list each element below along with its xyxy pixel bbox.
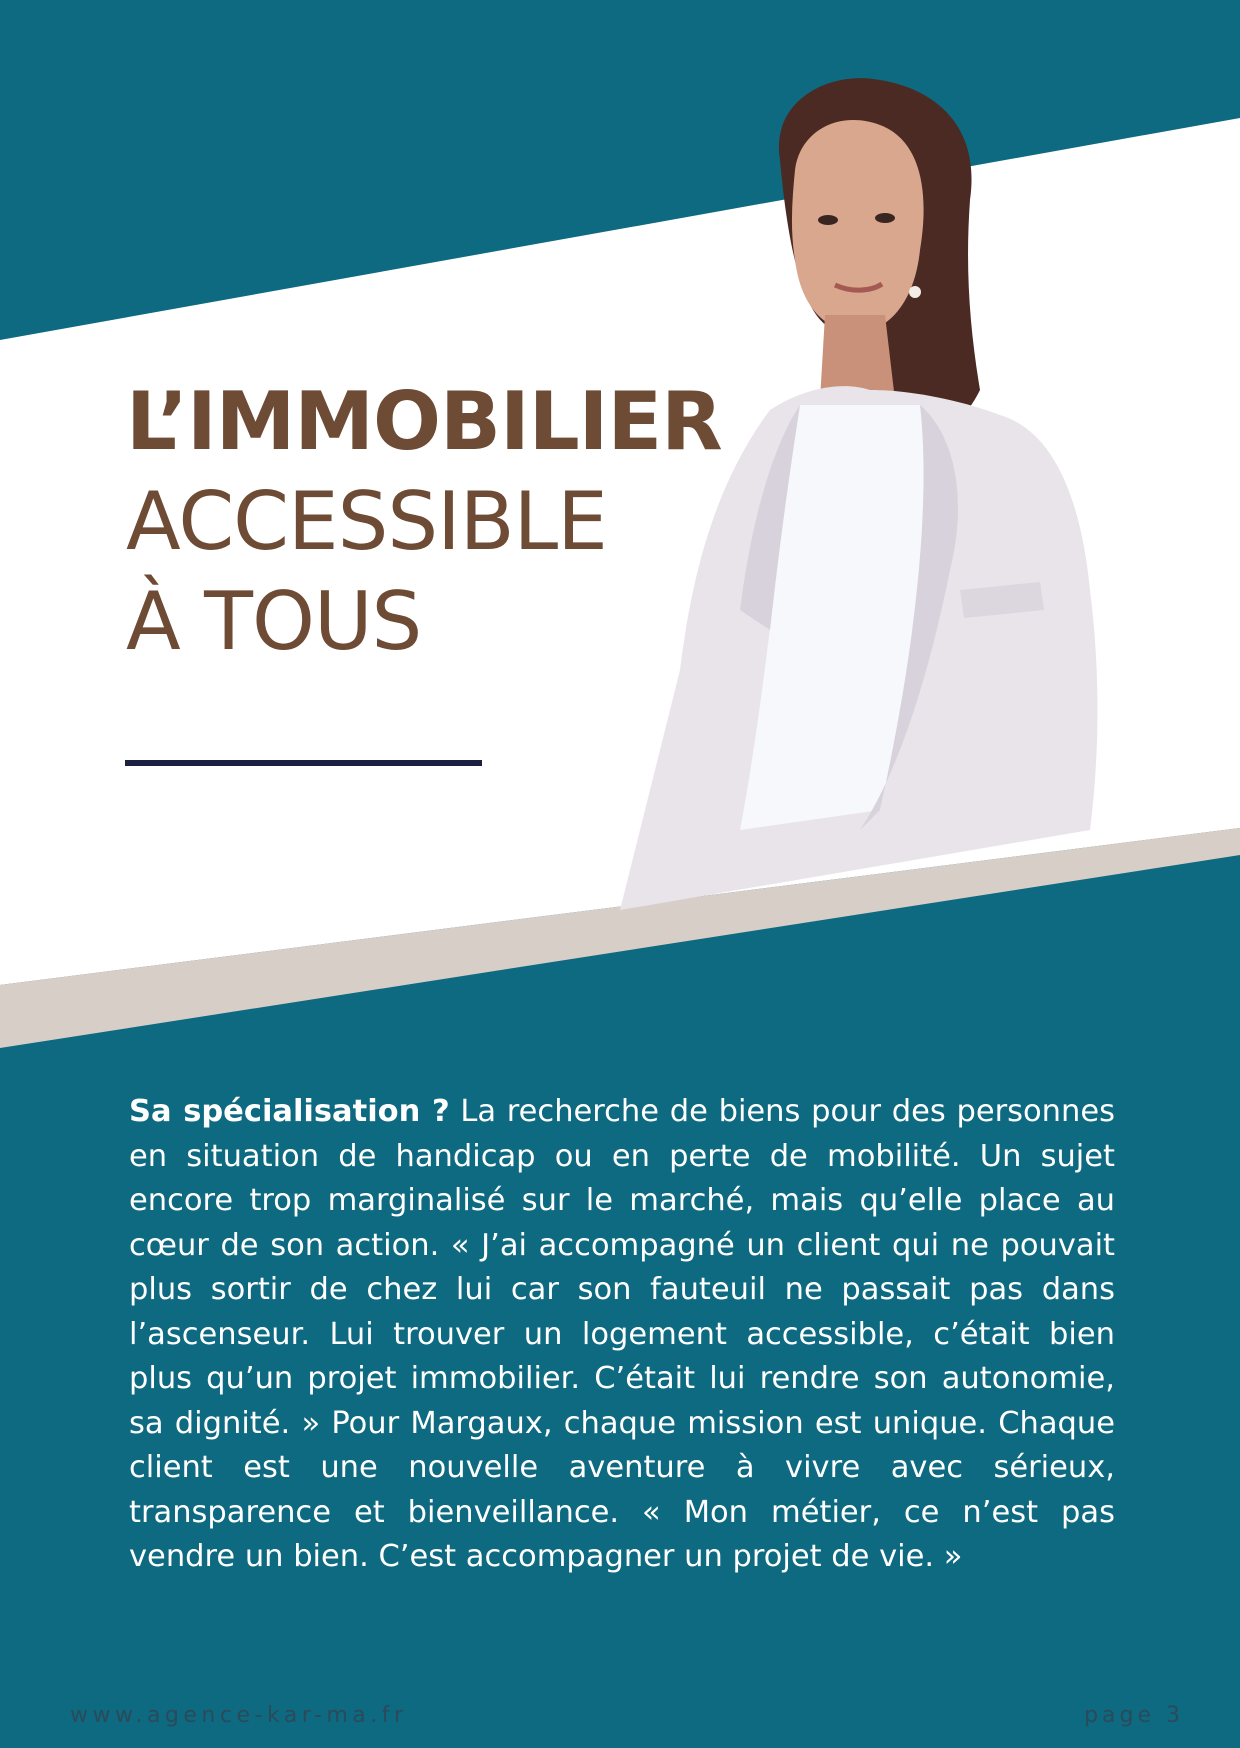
article-text: La recherche de biens pour des personnes en situation de handicap ou en perte de mobilité. Un sujet encore trop marginalisé sur le marché, mais qu’elle place au cœur de son action. « J’ai accompagné un client qui ne pouvait plus sortir de chez lui car son fauteuil ne passait pas dans l’ascenseur. Lui trouver un logement accessible, c’était bien plus qu’un projet immobilier. C’était lui rendre son autonomie, sa dignité. » Pour Margaux, chaque mission est unique. Chaque client est une nouvelle aventure à vivre avec sérieux, transparence et bienveillance. « Mon métier, ce n’est pas vendre un bien. C’est accompagner un projet de vie. »	[129, 1094, 1115, 1574]
footer-page-number: page 3	[1084, 1703, 1184, 1728]
eye-left	[818, 215, 838, 225]
headline	[126, 372, 722, 672]
earring	[909, 286, 921, 298]
footer-website: www.agence-kar-ma.fr	[70, 1703, 408, 1728]
headline-divider	[125, 760, 482, 766]
headline-line-2: ACCESSIBLE	[126, 475, 607, 568]
eye-right	[875, 213, 895, 223]
article-paragraph	[129, 1090, 1115, 1580]
headline-line-1: L’IMMOBILIER	[126, 375, 722, 468]
face	[792, 120, 924, 332]
article-lead: Sa spécialisation ?	[129, 1094, 450, 1129]
headline-line-3: À TOUS	[126, 575, 422, 668]
